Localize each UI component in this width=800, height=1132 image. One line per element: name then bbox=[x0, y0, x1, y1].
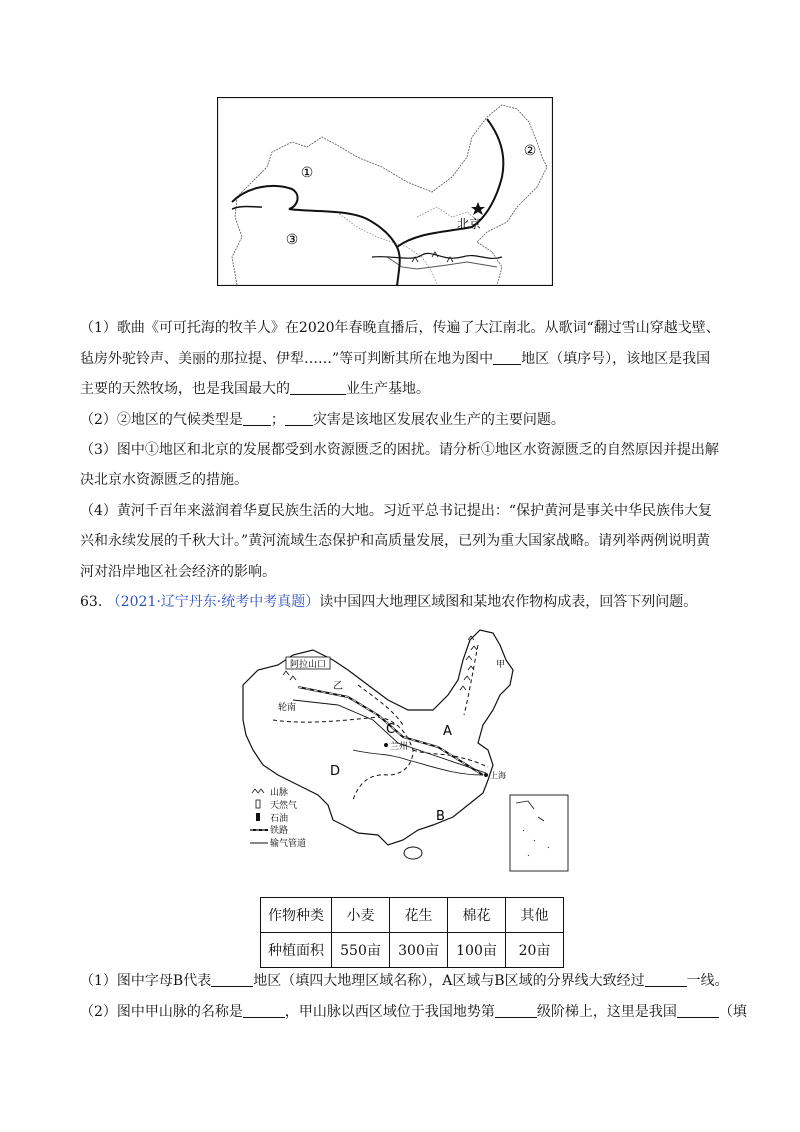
region-d-label: D bbox=[330, 764, 341, 779]
q1-line2 bbox=[80, 349, 710, 369]
q3-line1: （3）图中①地区和北京的发展都受到水资源匮乏的困扰。请分析①地区水资源匮乏的自然原因并提出解 bbox=[80, 442, 719, 458]
north-china-map-drawing bbox=[217, 97, 553, 286]
four-regions-map-drawing bbox=[238, 625, 570, 873]
q1-line3-part2: 业生产基地。 bbox=[346, 381, 430, 397]
answer-blank-q1-region[interactable] bbox=[493, 350, 521, 365]
crop-table-header-cell: 棉花 bbox=[448, 898, 506, 933]
region-label-1: ① bbox=[300, 165, 314, 181]
crop-table-cell: 550亩 bbox=[332, 933, 390, 968]
q63-1-part1: （1）图中字母B代表 bbox=[80, 973, 212, 989]
q63-1-part2: 地区（填四大地理区域名称），A区域与B区域的分界线大致经过 bbox=[253, 973, 645, 989]
crop-table-cell: 种植面积 bbox=[261, 933, 332, 968]
q63-2-line bbox=[80, 1002, 747, 1022]
region-label-3: ③ bbox=[285, 232, 299, 248]
crop-table-header-cell: 其他 bbox=[506, 898, 564, 933]
region-label-2: ② bbox=[523, 143, 537, 159]
question-63-header bbox=[80, 592, 697, 612]
q63-1-line bbox=[80, 971, 729, 991]
answer-blank-climate[interactable] bbox=[243, 411, 271, 426]
beijing-label: 北京 bbox=[456, 217, 482, 231]
legend-railway: 铁路 bbox=[270, 826, 289, 836]
crop-table-header-cell: 花生 bbox=[390, 898, 448, 933]
region-b-label: B bbox=[436, 809, 445, 824]
china-four-regions-map bbox=[238, 625, 570, 873]
answer-blank-mountain[interactable] bbox=[243, 1003, 285, 1018]
crop-table-header-row bbox=[261, 898, 564, 933]
q1-line3 bbox=[80, 379, 430, 399]
answer-blank-country-area[interactable] bbox=[677, 1003, 719, 1018]
legend-mountain: 山脉 bbox=[270, 788, 289, 798]
china-north-map bbox=[217, 97, 553, 286]
lunnan-label: 轮南 bbox=[278, 703, 297, 713]
q4-line1: （4）黄河千百年来滋润着华夏民族生活的大地。习近平总书记提出：“保护黄河是事关中华民族伟大复 bbox=[80, 503, 713, 519]
q4-line2: 兴和永续发展的千秋大计。”黄河流域生态保护和高质量发展，已列为重大国家战略。请列举两例说明黄 bbox=[80, 533, 711, 549]
q1-line1: （1）歌曲《可可托海的牧羊人》在2020年春晚直播后，传遍了大江南北。从歌词“翻过雪山穿越戈壁、 bbox=[80, 320, 720, 336]
jia-label: 甲 bbox=[496, 660, 506, 670]
crop-table-data-row bbox=[261, 933, 564, 968]
question-source-link[interactable]: （2021·辽宁丹东·统考中考真题） bbox=[106, 594, 320, 610]
q2-part2: ； bbox=[270, 412, 285, 428]
crop-table-cell: 300亩 bbox=[390, 933, 448, 968]
q2-part3: 灾害是该地区发展农业生产的主要问题。 bbox=[312, 412, 565, 428]
q2-part1: （2）②地区的气候类型是 bbox=[80, 412, 243, 428]
q63-2-part3: 级阶梯上，这里是我国 bbox=[536, 1004, 677, 1020]
crop-table-cell: 100亩 bbox=[448, 933, 506, 968]
question-number: 63. bbox=[80, 594, 103, 610]
region-c-label: C bbox=[386, 722, 396, 737]
q1-line2-part1: 毡房外驼铃声、美丽的那拉提、伊犁……”等可判断其所在地为图中 bbox=[80, 351, 494, 367]
shanghai-label: 上海 bbox=[490, 771, 506, 780]
q63-2-part2: ，甲山脉以西区域位于我国地势第 bbox=[284, 1004, 495, 1020]
q1-line2-part2: 地区（填序号），该地区是我国 bbox=[521, 351, 711, 367]
q63-1-part3: 一线。 bbox=[686, 973, 729, 989]
crop-table-cell: 20亩 bbox=[506, 933, 564, 968]
answer-blank-disaster[interactable] bbox=[285, 411, 313, 426]
legend-natural-gas: 天然气 bbox=[270, 801, 298, 811]
legend-gas-pipeline: 输气管道 bbox=[270, 839, 307, 849]
crop-table-header-cell: 小麦 bbox=[332, 898, 390, 933]
answer-blank-terrain-step[interactable] bbox=[495, 1003, 537, 1018]
alashankou-label: 阿拉山口 bbox=[289, 660, 327, 670]
answer-blank-q1-industry[interactable] bbox=[290, 380, 346, 395]
q63-2-part1: （2）图中甲山脉的名称是 bbox=[80, 1004, 243, 1020]
region-a-label: A bbox=[443, 724, 452, 739]
lanzhou-label: 兰州 bbox=[390, 742, 409, 752]
q2-line bbox=[80, 410, 565, 430]
q3-line2: 决北京水资源匮乏的措施。 bbox=[80, 472, 248, 488]
yi-label: 乙 bbox=[333, 681, 343, 692]
crop-table-header-cell: 作物种类 bbox=[261, 898, 332, 933]
question-prompt: 读中国四大地理区域图和某地农作物构成表，回答下列问题。 bbox=[319, 594, 698, 610]
crop-table bbox=[260, 897, 564, 968]
answer-blank-boundary[interactable] bbox=[645, 972, 687, 987]
answer-blank-region-b[interactable] bbox=[211, 972, 253, 987]
q1-line3-part1: 主要的天然牧场，也是我国最大的 bbox=[80, 381, 290, 397]
q4-line3: 河对沿岸地区社会经济的影响。 bbox=[80, 564, 276, 580]
q63-2-part4: （填 bbox=[718, 1004, 747, 1020]
legend-oil: 石油 bbox=[270, 814, 289, 824]
